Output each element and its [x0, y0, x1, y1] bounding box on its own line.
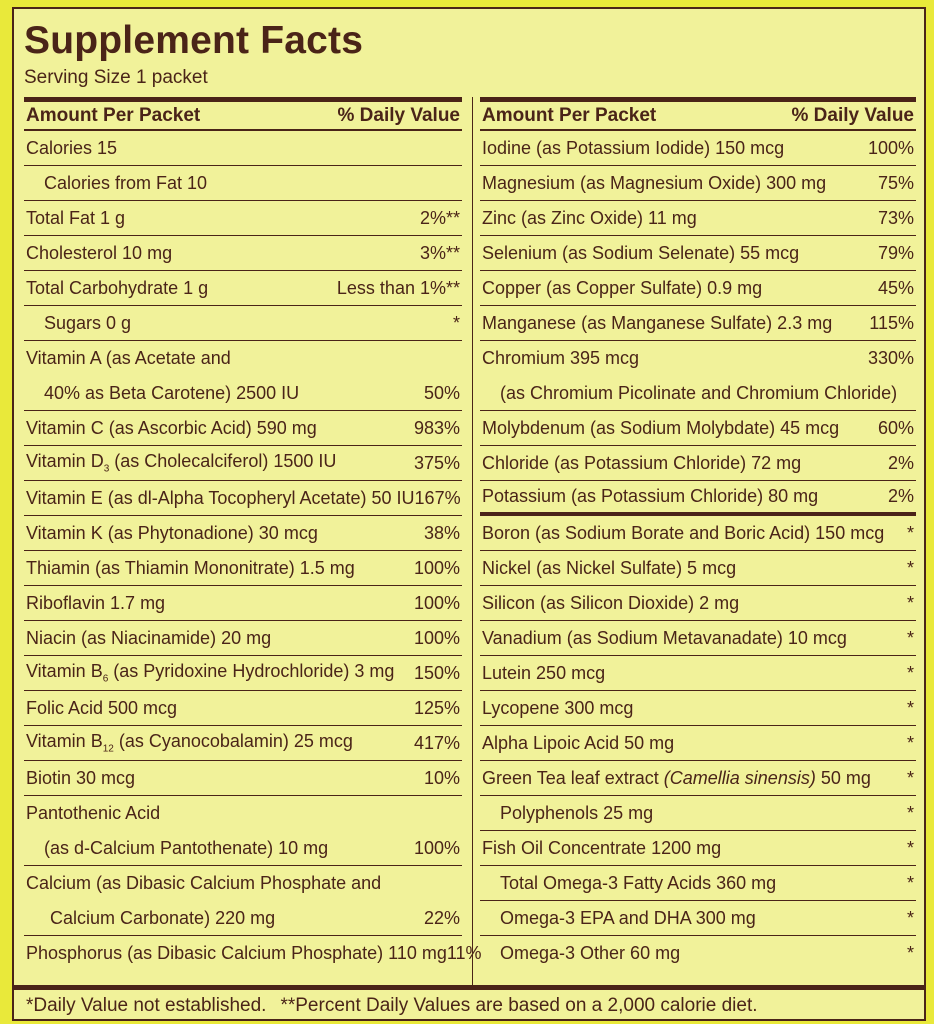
nutrient-subscript: 3: [103, 463, 110, 475]
nutrient-name-text: Vitamin A (as Acetate and: [26, 348, 231, 368]
nutrient-row: [24, 481, 462, 516]
daily-value: 10%: [423, 767, 460, 788]
nutrient-name: [482, 663, 907, 684]
nutrient-name-text: Phosphorus (as Dibasic Calcium Phosphate) 110 mg: [26, 943, 447, 963]
nutrient-name: [482, 208, 878, 229]
daily-value: 3%**: [419, 242, 460, 263]
nutrient-row: [480, 306, 916, 341]
nutrient-name-text: Vitamin B: [26, 731, 103, 752]
nutrient-name-text: Total Omega-3 Fatty Acids 360 mg: [500, 872, 777, 893]
nutrient-name-text: Lutein 250 mcg: [482, 662, 606, 683]
nutrient-name-text: Green Tea leaf extract: [482, 767, 664, 788]
nutrient-name-text: Chloride (as Potassium Chloride) 72 mg: [482, 452, 802, 473]
nutrient-row: [480, 481, 916, 516]
daily-value: 100%: [413, 837, 460, 858]
left-nutrient-list: [24, 131, 482, 971]
nutrient-row: [480, 376, 916, 411]
nutrient-name: [26, 208, 420, 229]
nutrient-name: [26, 838, 414, 859]
nutrient-name-text: Omega-3 EPA and DHA 300 mg: [500, 907, 756, 928]
nutrient-row: [24, 551, 462, 586]
nutrient-name-text: Calories from Fat 10: [44, 172, 208, 193]
nutrient-name: [26, 418, 414, 439]
daily-value: *: [906, 802, 914, 823]
nutrient-name: [26, 451, 414, 475]
nutrient-name-rest: (as Cyanocobalamin) 25 mcg: [113, 731, 353, 752]
serving-size: Serving Size 1 packet: [24, 67, 208, 88]
nutrient-name-rest: 50 mg: [815, 767, 871, 788]
daily-value: 150%: [413, 662, 460, 683]
nutrient-row: [24, 166, 462, 201]
daily-value: 2%: [887, 452, 914, 473]
nutrient-name: [26, 593, 414, 614]
daily-value: *: [906, 943, 914, 963]
nutrient-name-text: Vitamin D: [26, 451, 104, 472]
nutrient-name: [26, 348, 460, 369]
nutrient-row: [24, 516, 462, 551]
nutrient-name-text: Fish Oil Concentrate 1200 mg: [482, 837, 722, 858]
nutrient-name: [26, 873, 460, 894]
nutrient-row: [24, 341, 462, 376]
nutrient-subscript: 6: [102, 673, 109, 685]
daily-value: 22%: [423, 907, 460, 928]
supplement-facts-panel: [12, 7, 926, 1021]
nutrient-name: [26, 908, 424, 929]
footnote-not-established: *Daily Value not established.: [26, 994, 267, 1016]
nutrient-name-text: Copper (as Copper Sulfate) 0.9 mg: [482, 277, 763, 298]
nutrient-row: [480, 866, 916, 901]
nutrient-row: [480, 621, 916, 656]
nutrient-name: [26, 661, 414, 685]
nutrient-name: [482, 873, 907, 894]
nutrient-row: [480, 656, 916, 691]
nutrient-name-text: Biotin 30 mcg: [26, 767, 136, 788]
nutrient-row: [24, 831, 462, 866]
nutrient-row: [480, 551, 916, 586]
nutrient-row: [24, 796, 462, 831]
daily-value: 100%: [413, 627, 460, 648]
nutrient-latin-name: (Camellia sinensis): [663, 767, 816, 788]
nutrient-name-text: Vitamin C (as Ascorbic Acid) 590 mg: [26, 417, 317, 438]
nutrient-row: [24, 201, 462, 236]
nutrient-row: [480, 446, 916, 481]
nutrient-row: [24, 446, 462, 481]
column-divider: [472, 97, 473, 985]
nutrient-name-text: Boron (as Sodium Borate and Boric Acid) 150 mcg: [482, 522, 885, 543]
amount-header: Amount Per Packet: [482, 104, 657, 126]
nutrient-name-text: Molybdenum (as Sodium Molybdate) 45 mcg: [482, 417, 840, 438]
nutrient-name: [482, 138, 868, 159]
nutrient-name-text: Magnesium (as Magnesium Oxide) 300 mg: [482, 172, 827, 193]
daily-value: 417%: [413, 732, 460, 753]
nutrient-subscript: 12: [102, 743, 114, 755]
nutrient-name-text: Calories 15: [26, 137, 118, 158]
nutrient-row: [480, 901, 916, 936]
left-header: [24, 97, 462, 131]
nutrient-name: [482, 768, 907, 789]
nutrient-name: [482, 348, 868, 369]
nutrient-row: [24, 271, 462, 306]
nutrient-row: [24, 761, 462, 796]
nutrient-name-text: Thiamin (as Thiamin Mononitrate) 1.5 mg: [26, 557, 355, 578]
nutrient-row: [24, 306, 462, 341]
nutrient-name: [482, 278, 878, 299]
nutrient-row: [24, 131, 462, 166]
nutrient-name: [26, 173, 460, 194]
right-header: [480, 97, 916, 131]
nutrient-name: [482, 453, 888, 474]
nutrient-name-text: Alpha Lipoic Acid 50 mg: [482, 732, 675, 753]
nutrient-name: [26, 768, 424, 789]
daily-value: 330%: [867, 348, 914, 368]
nutrient-name: [26, 628, 414, 649]
nutrient-row: [24, 691, 462, 726]
nutrient-name: [26, 558, 414, 579]
nutrient-name-text: Vanadium (as Sodium Metavanadate) 10 mcg: [482, 627, 847, 648]
daily-value: *: [906, 697, 914, 718]
nutrient-row: [480, 586, 916, 621]
daily-value: 75%: [877, 172, 914, 193]
footer-notes: [14, 985, 924, 1021]
nutrient-name-text: Manganese (as Manganese Sulfate) 2.3 mg: [482, 312, 833, 333]
daily-value: *: [906, 627, 914, 648]
nutrient-name-text: (as Chromium Picolinate and Chromium Chloride): [500, 382, 898, 403]
nutrient-row: [480, 411, 916, 446]
panel-title: Supplement Facts: [24, 19, 364, 62]
nutrient-name: [26, 243, 420, 264]
dv-header: % Daily Value: [337, 104, 460, 126]
nutrient-name: [26, 943, 447, 964]
daily-value: 100%: [867, 137, 914, 158]
nutrient-name: [482, 173, 878, 194]
amount-header: Amount Per Packet: [26, 104, 201, 126]
daily-value: 100%: [413, 592, 460, 613]
nutrient-name: [26, 698, 414, 719]
nutrient-row: [480, 131, 916, 166]
nutrient-row: [480, 201, 916, 236]
nutrient-name: [482, 313, 869, 334]
nutrient-name-text: (as d-Calcium Pantothenate) 10 mg: [44, 837, 329, 858]
nutrient-name: [482, 486, 888, 507]
nutrient-row: [480, 831, 916, 866]
nutrient-name-text: Vitamin B: [26, 661, 103, 682]
dv-header: % Daily Value: [791, 104, 914, 126]
nutrient-row: [24, 586, 462, 621]
nutrient-name-text: Selenium (as Sodium Selenate) 55 mcg: [482, 242, 800, 263]
nutrient-name-text: Potassium (as Potassium Chloride) 80 mg: [482, 486, 819, 506]
nutrient-row: [480, 166, 916, 201]
nutrient-name-text: Riboflavin 1.7 mg: [26, 592, 166, 613]
nutrient-row: [24, 656, 462, 691]
nutrient-name: [26, 523, 424, 544]
nutrient-name: [482, 523, 907, 544]
daily-value: *: [906, 522, 914, 543]
daily-value: 2%**: [419, 207, 460, 228]
nutrient-name: [26, 383, 424, 404]
left-column: [24, 97, 482, 971]
daily-value: *: [906, 557, 914, 578]
daily-value: 60%: [877, 417, 914, 438]
nutrient-name: [482, 593, 907, 614]
daily-value: *: [906, 662, 914, 683]
nutrient-name-text: Cholesterol 10 mg: [26, 242, 173, 263]
nutrient-name: [26, 313, 453, 334]
nutrient-row: [24, 936, 482, 971]
nutrient-name: [482, 838, 907, 859]
nutrient-row: [480, 236, 916, 271]
right-nutrient-list: [480, 131, 916, 971]
daily-value: 125%: [413, 697, 460, 718]
nutrient-row: [24, 376, 462, 411]
nutrient-name: [26, 731, 414, 755]
nutrient-name-text: Calcium Carbonate) 220 mg: [50, 907, 276, 928]
daily-value: 375%: [413, 452, 460, 473]
nutrient-name-text: Sugars 0 g: [44, 312, 132, 333]
daily-value: *: [906, 907, 914, 928]
nutrient-name: [482, 383, 914, 404]
daily-value: *: [906, 837, 914, 858]
nutrient-name-text: Lycopene 300 mcg: [482, 697, 634, 718]
daily-value: 50%: [423, 382, 460, 403]
daily-value: 79%: [877, 242, 914, 263]
nutrient-row: [24, 411, 462, 446]
nutrient-name: [482, 418, 878, 439]
nutrient-name: [482, 733, 907, 754]
daily-value: 11%: [446, 943, 482, 963]
daily-value: *: [906, 732, 914, 753]
nutrient-row: [480, 691, 916, 726]
nutrient-name-text: Niacin (as Niacinamide) 20 mg: [26, 627, 272, 648]
nutrient-name-text: Omega-3 Other 60 mg: [500, 943, 681, 963]
nutrient-row: [24, 866, 462, 901]
nutrient-name-text: Total Carbohydrate 1 g: [26, 277, 209, 298]
daily-value: 115%: [869, 312, 914, 333]
nutrient-name: [482, 698, 907, 719]
nutrient-name: [482, 628, 907, 649]
nutrient-name: [482, 243, 878, 264]
nutrient-name-text: Total Fat 1 g: [26, 207, 126, 228]
nutrient-row: [480, 341, 916, 376]
nutrient-name-text: 40% as Beta Carotene) 2500 IU: [44, 382, 300, 403]
nutrient-name: [26, 278, 337, 299]
nutrient-row: [480, 271, 916, 306]
nutrient-row: [480, 936, 916, 971]
nutrient-name: [482, 558, 907, 579]
daily-value: 73%: [877, 207, 914, 228]
nutrient-name-text: Nickel (as Nickel Sulfate) 5 mcg: [482, 557, 737, 578]
daily-value: *: [452, 312, 460, 333]
nutrient-row: [24, 901, 462, 936]
nutrient-row: [24, 726, 462, 761]
nutrient-row: [480, 796, 916, 831]
right-column: [480, 97, 916, 971]
nutrient-name: [482, 943, 907, 964]
nutrient-name: [26, 803, 460, 824]
daily-value: 167%: [414, 487, 461, 508]
footnote-percent-basis: **Percent Daily Values are based on a 2,000 calorie diet.: [280, 994, 758, 1016]
daily-value: Less than 1%**: [336, 277, 460, 298]
nutrient-row: [24, 236, 462, 271]
daily-value: *: [906, 592, 914, 613]
nutrient-name-rest: (as Pyridoxine Hydrochloride) 3 mg: [108, 661, 395, 682]
daily-value: 983%: [413, 417, 460, 438]
nutrient-name: [26, 488, 415, 509]
daily-value: *: [906, 872, 914, 893]
nutrient-name-text: Chromium 395 mcg: [482, 348, 640, 368]
daily-value: 2%: [887, 486, 914, 506]
nutrient-name: [26, 138, 460, 159]
nutrient-name-text: Folic Acid 500 mcg: [26, 697, 178, 718]
nutrient-row: [480, 761, 916, 796]
nutrient-row: [480, 726, 916, 761]
nutrient-name: [482, 803, 907, 824]
nutrient-name-text: Vitamin K (as Phytonadione) 30 mcg: [26, 522, 318, 543]
nutrient-name-text: Iodine (as Potassium Iodide) 150 mcg: [482, 137, 785, 158]
daily-value: *: [906, 767, 914, 788]
nutrient-name-text: Pantothenic Acid: [26, 803, 161, 823]
nutrient-name-text: Calcium (as Dibasic Calcium Phosphate and: [26, 873, 382, 893]
nutrient-name-rest: (as Cholecalciferol) 1500 IU: [109, 451, 337, 472]
daily-value: 45%: [877, 277, 914, 298]
daily-value: 38%: [423, 522, 460, 543]
nutrient-name-text: Vitamin E (as dl-Alpha Tocopheryl Acetate) 50 IU: [26, 487, 415, 508]
nutrient-name-text: Zinc (as Zinc Oxide) 11 mg: [482, 207, 697, 228]
nutrient-name-text: Silicon (as Silicon Dioxide) 2 mg: [482, 592, 740, 613]
nutrient-name-text: Polyphenols 25 mg: [500, 802, 654, 823]
daily-value: 100%: [413, 557, 460, 578]
nutrient-row: [24, 621, 462, 656]
nutrient-name: [482, 908, 907, 929]
nutrient-row: [480, 516, 916, 551]
